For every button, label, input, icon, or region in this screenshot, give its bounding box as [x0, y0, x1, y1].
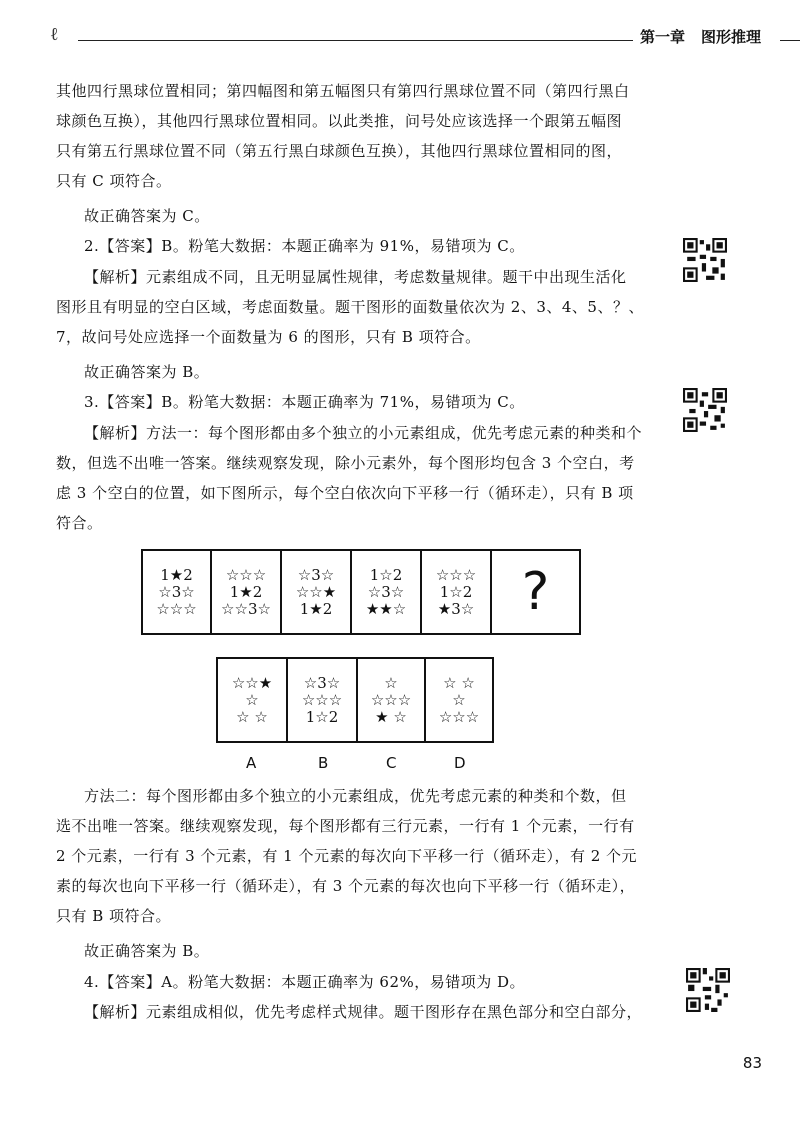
figure-row: ☆ — [452, 691, 466, 709]
chapter-number: 第一章 — [640, 28, 686, 46]
text-line: 方法二：每个图形都由多个独立的小元素组成，优先考虑元素的种类和个数，但 — [84, 787, 627, 805]
figure-row: ☆☆☆ — [301, 691, 343, 709]
text-line: 只有 C 项符合。 — [56, 172, 172, 190]
figure-row: ☆3☆ — [297, 566, 335, 584]
option-c[interactable] — [356, 657, 426, 743]
figure-row: ☆ ☆ — [236, 708, 268, 726]
figure-row: ☆3☆ — [158, 583, 195, 601]
figure-row: ☆☆☆ — [438, 708, 480, 726]
figure-row: 1☆2 — [305, 708, 339, 726]
chapter-title — [640, 26, 777, 47]
figure-row: 1☆2 — [369, 566, 403, 584]
figure-row: ☆☆☆ — [156, 600, 197, 618]
figure-row: ☆☆3☆ — [221, 600, 271, 618]
sequence-figure-4 — [350, 549, 422, 635]
figure-row: 1★2 — [229, 583, 263, 601]
text-line: 其他四行黑球位置相同；第四幅图和第五幅图只有第四行黑球位置不同（第四行黑白 — [56, 82, 630, 100]
q4-answer-head: 4.【答案】A。粉笔大数据：本题正确率为 62%，易错项为 D。 — [84, 973, 526, 991]
chapter-name: 图形推理 — [701, 28, 762, 46]
q2-analysis: 【解析】元素组成不同，且无明显属性规律，考虑数量规律。题干中出现生活化 — [84, 268, 627, 286]
qr-code-icon[interactable] — [686, 968, 730, 1012]
sprout-icon: ℓ — [50, 24, 59, 45]
header-rule-right — [780, 40, 800, 41]
figure-row: ☆☆☆ — [370, 691, 412, 709]
text-line: 素的每次也向下平移一行（循环走），有 3 个元素的每次也向下平移一行（循环走）， — [56, 877, 636, 895]
figure-row: ☆ — [245, 691, 259, 709]
question-figure — [141, 549, 581, 635]
figure-row: 1★2 — [160, 566, 193, 584]
question-mark-cell — [490, 549, 581, 635]
q2-answer-head: 2.【答案】B。粉笔大数据：本题正确率为 91%，易错项为 C。 — [84, 237, 525, 255]
option-d[interactable] — [424, 657, 494, 743]
text-line: 图形且有明显的空白区域，考虑面数量。题干图形的面数量依次为 2、3、4、5、？、 — [56, 298, 644, 316]
figure-row: ☆3☆ — [303, 674, 341, 692]
figure-row: ☆ ☆ — [443, 674, 475, 692]
figure-row: ★★☆ — [365, 600, 407, 618]
option-label-a: A — [246, 754, 257, 772]
figure-row: ☆☆☆ — [435, 566, 477, 584]
header-rule — [78, 40, 633, 41]
qr-code-icon[interactable] — [683, 238, 727, 282]
sequence-figure-3 — [280, 549, 352, 635]
sequence-figure-1 — [141, 549, 212, 635]
option-label-b: B — [318, 754, 329, 772]
answer-line: 故正确答案为 C。 — [84, 207, 210, 225]
text-line: 虑 3 个空白的位置，如下图所示，每个空白依次向下平移一行（循环走），只有 B 项 — [56, 484, 634, 502]
figure-row: ☆3☆ — [367, 583, 405, 601]
sequence-figure-5 — [420, 549, 492, 635]
text-line: 只有 B 项符合。 — [56, 907, 172, 925]
figure-row: 1☆2 — [439, 583, 473, 601]
figure-row: 1★2 — [299, 600, 333, 618]
figure-row: ★3☆ — [437, 600, 475, 618]
answer-line: 故正确答案为 B。 — [84, 942, 210, 960]
text-line: 数，但选不出唯一答案。继续观察发现，除小元素外，每个图形均包含 3 个空白，考 — [56, 454, 635, 472]
figure-row: ☆☆☆ — [225, 566, 267, 584]
option-label-c: C — [386, 754, 397, 772]
running-header — [50, 22, 800, 52]
figure-row: ☆☆★ — [231, 674, 273, 692]
q4-analysis: 【解析】元素组成相似，优先考虑样式规律。题干图形存在黑色部分和空白部分， — [84, 1003, 643, 1021]
q3-answer-head: 3.【答案】B。粉笔大数据：本题正确率为 71%，易错项为 C。 — [84, 393, 525, 411]
question-mark: ? — [521, 562, 550, 622]
answer-line: 故正确答案为 B。 — [84, 363, 210, 381]
qr-code-icon[interactable] — [683, 388, 727, 432]
figure-row: ★ ☆ — [375, 708, 407, 726]
figure-row: ☆ — [384, 674, 398, 692]
q3-analysis: 【解析】方法一：每个图形都由多个独立的小元素组成，优先考虑元素的种类和个 — [84, 424, 643, 442]
text-line: 2 个元素，一行有 3 个元素，有 1 个元素的每次向下平移一行（循环走），有 2 个元 — [56, 847, 638, 865]
option-b[interactable] — [286, 657, 358, 743]
sequence-figure-2 — [210, 549, 282, 635]
text-line: 符合。 — [56, 514, 103, 532]
options-figure — [216, 657, 494, 743]
text-line: 球颜色互换），其他四行黑球位置相同。以此类推，问号处应该选择一个跟第五幅图 — [56, 112, 623, 130]
page-number: 83 — [742, 1054, 762, 1072]
text-line: 只有第五行黑球位置不同（第五行黑白球颜色互换），其他四行黑球位置相同的图， — [56, 142, 623, 160]
text-line: 选不出唯一答案。继续观察发现，每个图形都有三行元素，一行有 1 个元素，一行有 — [56, 817, 635, 835]
figure-row: ☆☆★ — [295, 583, 337, 601]
option-a[interactable] — [216, 657, 288, 743]
option-label-d: D — [454, 754, 466, 772]
text-line: 7，故问号处应选择一个面数量为 6 的图形，只有 B 项符合。 — [56, 328, 481, 346]
